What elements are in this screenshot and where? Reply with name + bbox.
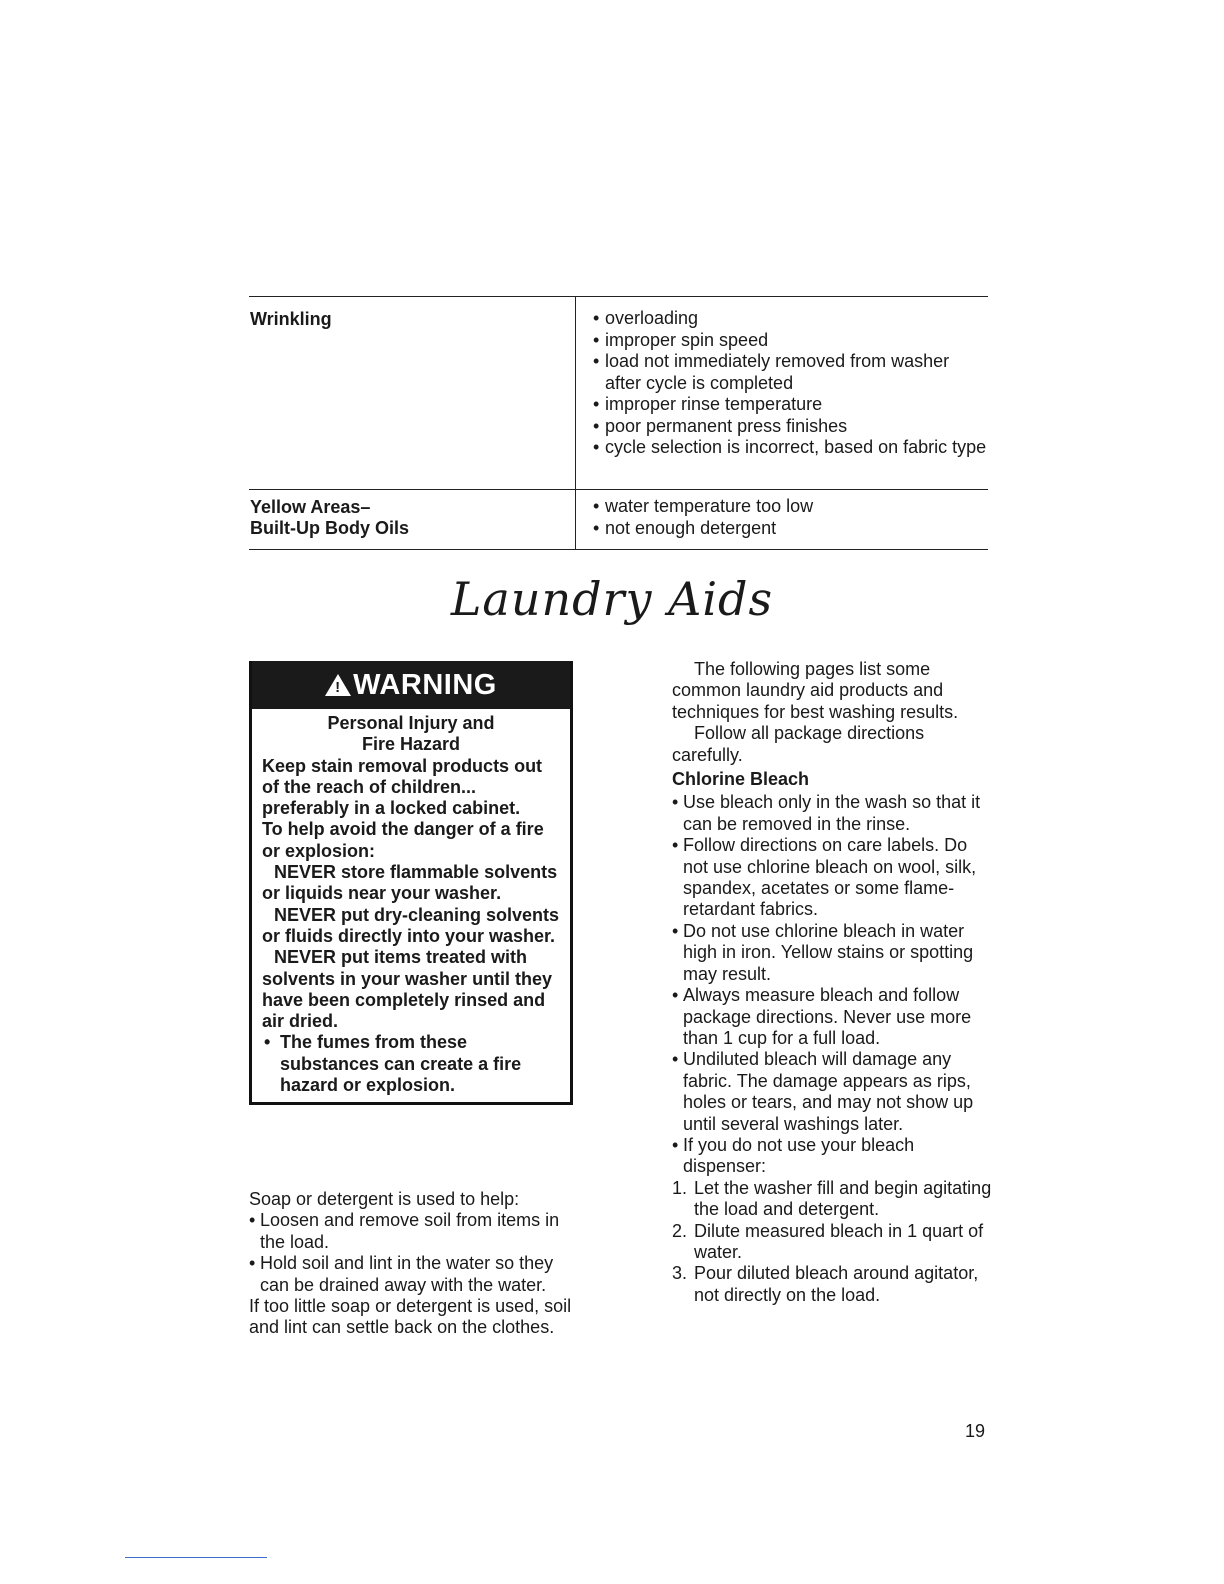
warning-paragraph: To help avoid the danger of a fire or explosion: — [262, 819, 544, 861]
laundry-aids-text — [672, 659, 992, 1306]
warning-paragraph: NEVER put items treated with solvents in your washer until they have been completely rinsed and air dried. — [262, 947, 553, 1032]
warning-paragraph: NEVER store flammable solvents or liquids near your washer. — [262, 862, 558, 904]
warning-body — [252, 709, 570, 1102]
list-item: 2. Dilute measured bleach in 1 quart of water. — [672, 1220, 984, 1262]
warning-header — [252, 661, 570, 709]
bullet-list — [672, 792, 992, 1177]
warning-bullet: • The fumes from these substances can create a fire hazard or explosion. — [262, 1032, 560, 1096]
paragraph: Follow all package directions carefully. — [672, 723, 925, 765]
warning-triangle-icon — [325, 674, 351, 696]
warning-paragraph: NEVER put dry-cleaning solvents or fluids directly into your washer. — [262, 904, 560, 946]
list-item: • Use bleach only in the wash so that it can be removed in the rinse. — [672, 792, 992, 835]
list-item: 1. Let the washer fill and begin agitating the load and detergent. — [672, 1177, 992, 1220]
list-item: • Follow directions on care labels. Do not use chlorine bleach on wool, silk, spandex, acetates or some flame-retardant fabrics. — [672, 835, 992, 921]
warning-subtitle: Fire Hazard — [361, 734, 461, 755]
list-item: • improper spin speed — [593, 330, 988, 352]
troubleshooting-table — [249, 296, 988, 550]
list-item: • Hold soil and lint in the water so they can be drained away with the water. — [249, 1253, 579, 1296]
footer-rule — [125, 1557, 267, 1558]
list-item: • Loosen and remove soil from items in the load. — [249, 1210, 579, 1253]
cause-list — [593, 490, 988, 539]
numbered-list — [672, 1178, 992, 1306]
warning-subtitle: Personal Injury and — [327, 713, 495, 733]
bullet-list — [249, 1210, 579, 1296]
paragraph: Soap or detergent is used to help: — [249, 1189, 520, 1209]
list-item: • overloading — [593, 308, 988, 330]
paragraph: If too little soap or detergent is used, soil and lint can settle back on the clothes. — [249, 1296, 572, 1338]
list-item: • If you do not use your bleach dispenser: — [672, 1135, 992, 1178]
list-item: • improper rinse temperature — [593, 394, 988, 416]
list-item: • Always measure bleach and follow package directions. Never use more than 1 cup for a full load. — [672, 985, 992, 1049]
section-heading: Chlorine Bleach — [672, 769, 810, 790]
list-item: 3. Pour diluted bleach around agitator, not directly on the load. — [672, 1263, 979, 1305]
list-item: • cycle selection is incorrect, based on fabric type — [593, 437, 988, 459]
warning-label: WARNING — [353, 668, 497, 701]
column-divider — [575, 297, 576, 489]
column-divider — [575, 490, 576, 549]
page-number: 19 — [965, 1421, 986, 1441]
list-item: • Do not use chlorine bleach in water high in iron. Yellow stains or spotting may result. — [672, 921, 992, 985]
problem-label: Yellow Areas– Built-Up Body Oils — [250, 497, 409, 538]
warning-paragraph: Keep stain removal products out of the reach of children... preferably in a locked cabinet. — [262, 755, 543, 819]
cause-list — [593, 297, 988, 459]
detergent-text — [249, 1189, 579, 1339]
page-title: Laundry Aids — [450, 572, 774, 626]
list-item: • Undiluted bleach will damage any fabric. The damage appears as rips, holes or tears, and may not show up until several washings later. — [672, 1049, 992, 1135]
list-item: • not enough detergent — [593, 518, 988, 540]
table-row — [249, 489, 988, 550]
list-item: • load not immediately removed from washer after cycle is completed — [593, 351, 988, 394]
warning-box — [249, 661, 573, 1105]
list-item: • water temperature too low — [593, 496, 988, 518]
paragraph: The following pages list some common laundry aid products and techniques for best washing results. — [672, 659, 959, 722]
problem-label: Wrinkling — [250, 309, 332, 329]
list-item: • poor permanent press finishes — [593, 416, 988, 438]
table-row — [249, 296, 988, 489]
